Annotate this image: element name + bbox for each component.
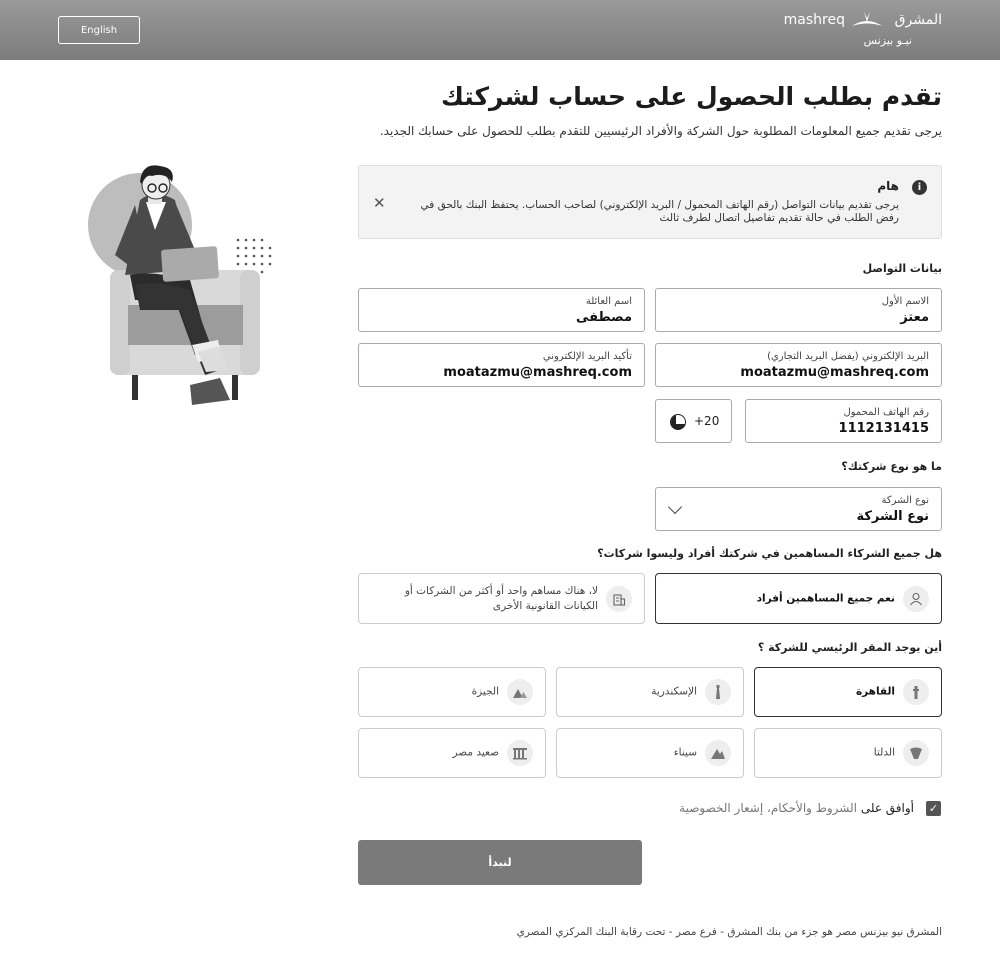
last-name-field[interactable] <box>358 288 645 332</box>
close-icon[interactable]: ✕ <box>373 194 386 212</box>
logo-text-ar: المشرق <box>894 12 942 28</box>
privacy-link[interactable]: إشعار الخصوصية <box>679 801 764 815</box>
email-field[interactable] <box>655 343 942 387</box>
last-name-value: مصطفى <box>575 310 632 325</box>
notice-title: هام <box>877 179 899 193</box>
temple-icon <box>507 740 533 766</box>
first-name-value: معتز <box>900 310 929 325</box>
shareholders-no-option[interactable] <box>358 573 645 624</box>
pyramids-icon <box>507 679 533 705</box>
email-confirm-field[interactable] <box>358 343 645 387</box>
shareholders-no-label: لا، هناك مساهم واحد أو أكثر من الشركات أو الكيانات القانونية الأخرى <box>404 584 598 612</box>
company-type-label: نوع الشركة <box>881 495 929 506</box>
terms-checkbox[interactable]: ✓ <box>926 801 941 816</box>
agree-prefix: أوافق على <box>860 801 914 815</box>
terms-agreement <box>679 801 914 815</box>
last-name-label: اسم العائلة <box>585 296 632 307</box>
language-toggle-button[interactable]: English <box>58 16 140 44</box>
mobile-label: رقم الهاتف المحمول <box>843 407 929 418</box>
notice-body: يرجى تقديم بيانات التواصل (رقم الهاتف المحمول / البريد الإلكتروني) لصاحب الحساب. يحتفظ البنك بالحق في رفض الطلب في حالة تقديم تفاصيل اتصال لطرف ثالث <box>420 199 899 224</box>
shareholders-yes-label: نعم جميع المساهمين أفراد <box>756 592 895 604</box>
info-icon: i <box>912 180 927 195</box>
email-confirm-value: moatazmu@mashreq.com <box>443 365 632 380</box>
logo-emblem-icon <box>850 12 884 32</box>
mobile-field[interactable] <box>745 399 942 443</box>
email-confirm-label: تأكيد البريد الإلكتروني <box>542 351 632 362</box>
logo-text-en: mashreq <box>783 12 845 28</box>
chevron-down-icon <box>668 500 682 514</box>
hq-option-upper-egypt[interactable] <box>358 728 546 778</box>
country-code-selector[interactable] <box>655 399 732 443</box>
hq-option-label: الجيزة <box>471 685 499 698</box>
hq-option-alexandria[interactable] <box>556 667 744 717</box>
mobile-value: 1112131415 <box>838 421 929 436</box>
page-subtitle: يرجى تقديم جميع المعلومات المطلوبة حول الشركة والأفراد الرئيسيين للتقدم بطلب للحصول على حسابك الجديد. <box>379 124 942 138</box>
footer-text: المشرق نيو بيزنس مصر هو جزء من بنك المشرق - فرع مصر - تحت رقابة البنك المركزي المصري <box>516 926 942 938</box>
hq-option-label: القاهرة <box>855 685 895 698</box>
logo-subtext: نيـو بيزنس <box>863 34 912 47</box>
hq-option-giza[interactable] <box>358 667 546 717</box>
agree-separator: ، <box>767 801 771 815</box>
company-type-value: نوع الشركة <box>856 509 929 524</box>
company-type-question: ما هو نوع شركتك؟ <box>841 460 942 473</box>
start-button[interactable]: لنبدأ <box>358 840 642 885</box>
hq-option-cairo[interactable] <box>754 667 942 717</box>
delta-map-icon <box>903 740 929 766</box>
hq-option-sinai[interactable] <box>556 728 744 778</box>
first-name-label: الاسم الأول <box>881 296 929 307</box>
country-code: +20 <box>694 414 720 428</box>
top-header <box>0 0 1000 60</box>
lighthouse-icon <box>705 679 731 705</box>
hq-option-label: صعيد مصر <box>452 746 499 759</box>
shareholders-yes-option[interactable] <box>655 573 942 624</box>
cairo-tower-icon <box>903 679 929 705</box>
page-title: تقدم بطلب الحصول على حساب لشركتك <box>441 82 942 111</box>
hq-question: أين يوجد المقر الرئيسي للشركة ؟ <box>757 641 942 654</box>
mountain-icon <box>705 740 731 766</box>
email-label: البريد الإلكتروني (يفضل البريد التجاري) <box>767 351 929 362</box>
hq-option-label: الإسكندرية <box>651 685 697 698</box>
important-notice <box>358 165 942 239</box>
uae-flag-icon <box>670 414 686 430</box>
building-icon <box>606 586 632 612</box>
person-on-chair-illustration <box>80 160 280 419</box>
first-name-field[interactable] <box>655 288 942 332</box>
mashreq-logo[interactable] <box>782 12 942 52</box>
shareholders-question: هل جميع الشركاء المساهمين في شركتك أفراد وليسوا شركات؟ <box>597 547 942 560</box>
terms-link[interactable]: الشروط والأحكام <box>770 801 858 815</box>
email-value: moatazmu@mashreq.com <box>740 365 929 380</box>
person-icon <box>903 586 929 612</box>
contact-section-title: بيانات التواصل <box>862 262 942 275</box>
hq-option-label: الدلتا <box>873 746 895 759</box>
company-type-select[interactable] <box>655 487 942 531</box>
hq-option-delta[interactable] <box>754 728 942 778</box>
hq-option-label: سيناء <box>673 746 697 759</box>
